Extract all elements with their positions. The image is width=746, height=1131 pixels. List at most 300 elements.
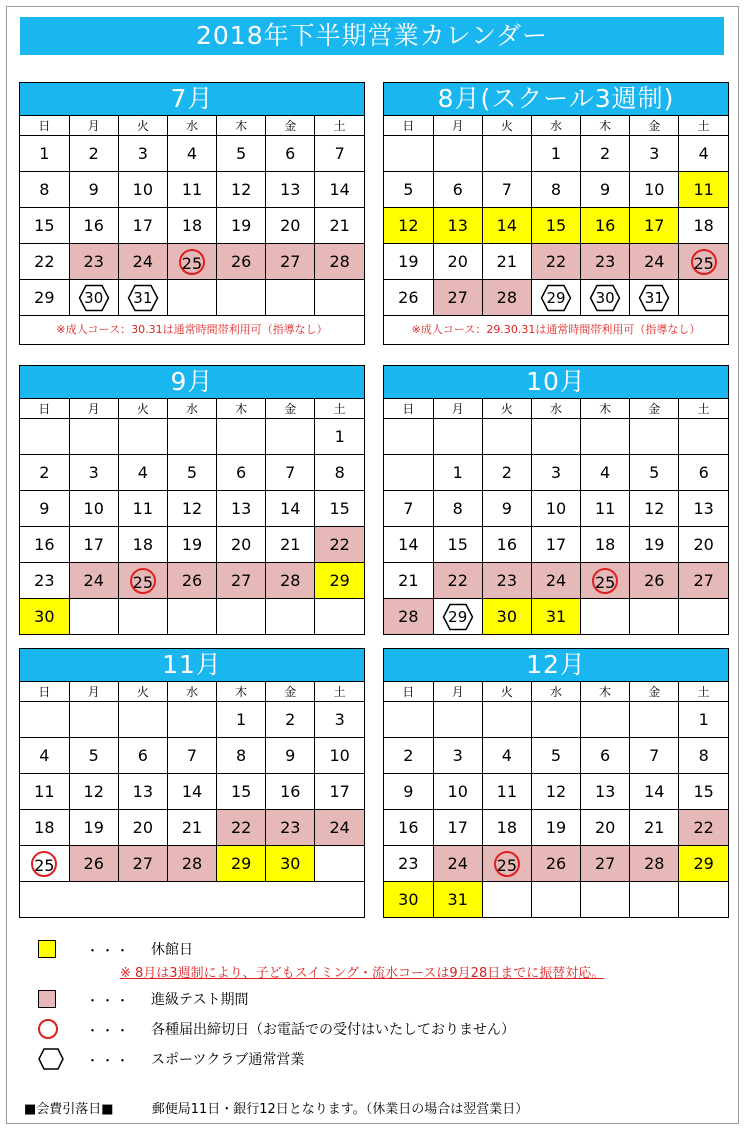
weekday-label: 月 bbox=[69, 682, 118, 702]
day-cell: 11 bbox=[167, 172, 216, 208]
day-cell: 28 bbox=[167, 846, 216, 882]
calendar-month-3 bbox=[19, 365, 365, 635]
weekday-label: 日 bbox=[384, 116, 433, 136]
day-cell: 27 bbox=[217, 563, 266, 599]
week-row bbox=[384, 527, 728, 563]
day-cell: 23 bbox=[384, 846, 433, 882]
day-number: 31 bbox=[133, 288, 153, 307]
day-cell: 24 bbox=[118, 244, 167, 280]
day-cell: 16 bbox=[384, 810, 433, 846]
day-cell: 19 bbox=[167, 527, 216, 563]
month-header: 11月 bbox=[20, 649, 364, 682]
legend-closed-note: ※ 8月は3週制により、子どもスイミング・流水コースは9月28日までに振替対応。 bbox=[120, 966, 605, 981]
legend-hexagon-icon bbox=[38, 1048, 64, 1070]
day-cell: 20 bbox=[433, 244, 482, 280]
day-cell: 16 bbox=[69, 208, 118, 244]
day-cell: 24 bbox=[531, 563, 580, 599]
day-cell: 24 bbox=[69, 563, 118, 599]
weekday-label: 土 bbox=[679, 116, 728, 136]
week-row bbox=[384, 244, 728, 280]
month-grid bbox=[384, 399, 728, 634]
day-cell: 29 bbox=[20, 280, 69, 316]
legend-dots: ・・・ bbox=[86, 1053, 132, 1069]
calendar-month-4 bbox=[383, 365, 729, 635]
empty-cell bbox=[315, 280, 364, 316]
legend-dots: ・・・ bbox=[86, 1023, 132, 1039]
day-cell: 27 bbox=[433, 280, 482, 316]
day-cell: 14 bbox=[167, 774, 216, 810]
day-cell: 28 bbox=[315, 244, 364, 280]
empty-cell bbox=[630, 599, 679, 635]
legend-deadline-label: 各種届出締切日（お電話での受付はいたしておりません） bbox=[151, 1022, 516, 1038]
legend-closed-label: 休館日 bbox=[151, 942, 194, 958]
day-cell: 26 bbox=[630, 563, 679, 599]
weekday-label: 土 bbox=[315, 116, 364, 136]
weekday-row bbox=[384, 116, 728, 136]
day-cell: 17 bbox=[433, 810, 482, 846]
empty-cell bbox=[679, 419, 728, 455]
day-cell: 10 bbox=[69, 491, 118, 527]
day-cell: 22 bbox=[315, 527, 364, 563]
day-cell: 15 bbox=[315, 491, 364, 527]
day-cell: 17 bbox=[531, 527, 580, 563]
day-cell: 17 bbox=[118, 208, 167, 244]
day-cell: 6 bbox=[118, 738, 167, 774]
day-cell: 30 bbox=[384, 882, 433, 918]
legend-dots: ・・・ bbox=[86, 943, 132, 959]
day-cell: 17 bbox=[630, 208, 679, 244]
day-cell: 8 bbox=[531, 172, 580, 208]
day-cell bbox=[118, 280, 167, 316]
weekday-label: 金 bbox=[630, 116, 679, 136]
empty-cell bbox=[217, 280, 266, 316]
day-cell: 16 bbox=[581, 208, 630, 244]
day-cell: 29 bbox=[679, 846, 728, 882]
day-cell: 12 bbox=[630, 491, 679, 527]
day-cell: 7 bbox=[384, 491, 433, 527]
week-row bbox=[20, 563, 364, 599]
day-cell: 14 bbox=[384, 527, 433, 563]
day-cell: 11 bbox=[20, 774, 69, 810]
day-cell: 26 bbox=[531, 846, 580, 882]
empty-cell bbox=[217, 419, 266, 455]
weekday-label: 木 bbox=[217, 399, 266, 419]
day-cell: 4 bbox=[482, 738, 531, 774]
day-cell: 3 bbox=[630, 136, 679, 172]
day-cell: 12 bbox=[384, 208, 433, 244]
weekday-row bbox=[384, 682, 728, 702]
day-cell: 12 bbox=[167, 491, 216, 527]
day-cell: 13 bbox=[266, 172, 315, 208]
day-cell: 27 bbox=[581, 846, 630, 882]
day-cell: 2 bbox=[581, 136, 630, 172]
week-row bbox=[20, 599, 364, 635]
weekday-row bbox=[20, 399, 364, 419]
day-cell bbox=[69, 280, 118, 316]
weekday-label: 日 bbox=[20, 116, 69, 136]
day-cell bbox=[433, 599, 482, 635]
day-cell: 21 bbox=[315, 208, 364, 244]
weekday-label: 月 bbox=[69, 116, 118, 136]
day-cell: 2 bbox=[266, 702, 315, 738]
day-cell bbox=[581, 280, 630, 316]
day-cell bbox=[482, 846, 531, 882]
day-cell bbox=[118, 563, 167, 599]
legend-club-label: スポーツクラブ通常営業 bbox=[151, 1052, 305, 1068]
day-cell: 8 bbox=[679, 738, 728, 774]
day-cell: 6 bbox=[266, 136, 315, 172]
week-row bbox=[20, 280, 364, 316]
week-row bbox=[384, 280, 728, 316]
weekday-label: 土 bbox=[315, 399, 364, 419]
day-cell: 9 bbox=[384, 774, 433, 810]
day-cell: 18 bbox=[581, 527, 630, 563]
empty-cell bbox=[266, 280, 315, 316]
legend-pink-square bbox=[38, 990, 56, 1008]
day-cell: 31 bbox=[433, 882, 482, 918]
weekday-label: 火 bbox=[118, 399, 167, 419]
day-cell: 23 bbox=[581, 244, 630, 280]
day-number: 29 bbox=[448, 607, 468, 626]
weekday-label: 木 bbox=[581, 682, 630, 702]
day-cell: 20 bbox=[679, 527, 728, 563]
day-cell: 29 bbox=[315, 563, 364, 599]
day-cell: 6 bbox=[581, 738, 630, 774]
week-row bbox=[20, 455, 364, 491]
empty-cell bbox=[384, 136, 433, 172]
blank-row bbox=[20, 881, 364, 917]
week-row bbox=[384, 563, 728, 599]
empty-cell bbox=[531, 419, 580, 455]
weekday-label: 水 bbox=[531, 682, 580, 702]
legend-club bbox=[38, 1048, 304, 1070]
day-cell: 22 bbox=[531, 244, 580, 280]
day-number: 30 bbox=[595, 288, 615, 307]
empty-cell bbox=[630, 419, 679, 455]
week-row bbox=[20, 244, 364, 280]
day-cell: 15 bbox=[433, 527, 482, 563]
week-row bbox=[20, 846, 364, 882]
legend-test-label: 進級テスト期間 bbox=[151, 992, 249, 1008]
week-row bbox=[384, 172, 728, 208]
empty-cell bbox=[20, 702, 69, 738]
day-cell: 28 bbox=[482, 280, 531, 316]
day-cell: 9 bbox=[581, 172, 630, 208]
day-cell: 17 bbox=[69, 527, 118, 563]
day-cell: 11 bbox=[581, 491, 630, 527]
day-cell: 13 bbox=[679, 491, 728, 527]
week-row bbox=[384, 882, 728, 918]
footer bbox=[24, 1098, 528, 1117]
day-cell: 11 bbox=[482, 774, 531, 810]
day-cell: 18 bbox=[482, 810, 531, 846]
weekday-label: 日 bbox=[20, 399, 69, 419]
week-row bbox=[384, 419, 728, 455]
page-title: 2018年下半期営業カレンダー bbox=[20, 17, 724, 55]
day-cell: 18 bbox=[679, 208, 728, 244]
day-cell: 16 bbox=[20, 527, 69, 563]
day-cell: 9 bbox=[266, 738, 315, 774]
day-cell: 14 bbox=[266, 491, 315, 527]
day-cell: 18 bbox=[20, 810, 69, 846]
day-cell: 4 bbox=[581, 455, 630, 491]
day-cell: 13 bbox=[433, 208, 482, 244]
day-cell: 27 bbox=[118, 846, 167, 882]
week-row bbox=[384, 738, 728, 774]
day-cell: 4 bbox=[167, 136, 216, 172]
weekday-label: 火 bbox=[482, 682, 531, 702]
empty-cell bbox=[69, 702, 118, 738]
weekday-label: 木 bbox=[581, 399, 630, 419]
day-cell: 15 bbox=[531, 208, 580, 244]
day-cell: 13 bbox=[118, 774, 167, 810]
empty-cell bbox=[167, 280, 216, 316]
weekday-row bbox=[20, 116, 364, 136]
day-cell: 28 bbox=[384, 599, 433, 635]
empty-cell bbox=[315, 599, 364, 635]
day-cell: 28 bbox=[630, 846, 679, 882]
month-grid bbox=[384, 682, 728, 917]
weekday-label: 金 bbox=[266, 399, 315, 419]
empty-cell bbox=[217, 599, 266, 635]
month-grid bbox=[20, 682, 364, 881]
day-cell: 13 bbox=[581, 774, 630, 810]
weekday-label: 月 bbox=[433, 116, 482, 136]
day-cell: 30 bbox=[266, 846, 315, 882]
deadline-circle-day: 25 bbox=[494, 851, 520, 877]
day-cell: 3 bbox=[315, 702, 364, 738]
day-cell: 16 bbox=[266, 774, 315, 810]
empty-cell bbox=[384, 455, 433, 491]
weekday-label: 水 bbox=[167, 116, 216, 136]
day-cell: 20 bbox=[118, 810, 167, 846]
day-cell: 15 bbox=[679, 774, 728, 810]
week-row bbox=[20, 738, 364, 774]
week-row bbox=[384, 846, 728, 882]
day-cell: 5 bbox=[167, 455, 216, 491]
day-cell: 21 bbox=[384, 563, 433, 599]
day-cell: 12 bbox=[217, 172, 266, 208]
legend-dots: ・・・ bbox=[86, 993, 132, 1009]
day-cell: 10 bbox=[118, 172, 167, 208]
day-cell: 12 bbox=[531, 774, 580, 810]
empty-cell bbox=[266, 419, 315, 455]
day-cell: 12 bbox=[69, 774, 118, 810]
empty-cell bbox=[167, 599, 216, 635]
deadline-circle-day: 25 bbox=[691, 249, 717, 275]
empty-cell bbox=[581, 419, 630, 455]
day-cell: 15 bbox=[217, 774, 266, 810]
legend-closed bbox=[38, 938, 193, 960]
day-cell: 26 bbox=[167, 563, 216, 599]
day-cell: 4 bbox=[20, 738, 69, 774]
day-cell: 29 bbox=[217, 846, 266, 882]
day-cell: 19 bbox=[69, 810, 118, 846]
empty-cell bbox=[266, 599, 315, 635]
week-row bbox=[20, 491, 364, 527]
day-cell: 30 bbox=[482, 599, 531, 635]
day-cell: 19 bbox=[384, 244, 433, 280]
day-cell: 5 bbox=[630, 455, 679, 491]
deadline-circle-day: 25 bbox=[592, 568, 618, 594]
weekday-row bbox=[20, 682, 364, 702]
day-cell: 27 bbox=[679, 563, 728, 599]
empty-cell bbox=[167, 702, 216, 738]
weekday-label: 火 bbox=[482, 116, 531, 136]
day-cell: 1 bbox=[433, 455, 482, 491]
weekday-label: 水 bbox=[531, 116, 580, 136]
day-cell: 10 bbox=[630, 172, 679, 208]
day-cell: 3 bbox=[531, 455, 580, 491]
club-hexagon-day bbox=[540, 284, 572, 312]
weekday-label: 木 bbox=[217, 682, 266, 702]
month-grid bbox=[20, 399, 364, 634]
day-cell: 8 bbox=[20, 172, 69, 208]
day-cell: 9 bbox=[482, 491, 531, 527]
week-row bbox=[20, 136, 364, 172]
day-cell: 5 bbox=[531, 738, 580, 774]
month-header: 7月 bbox=[20, 83, 364, 116]
club-hexagon-day bbox=[589, 284, 621, 312]
day-cell: 20 bbox=[266, 208, 315, 244]
week-row bbox=[20, 172, 364, 208]
weekday-label: 水 bbox=[531, 399, 580, 419]
day-cell: 2 bbox=[20, 455, 69, 491]
day-cell: 14 bbox=[482, 208, 531, 244]
weekday-label: 水 bbox=[167, 682, 216, 702]
day-cell: 21 bbox=[266, 527, 315, 563]
legend-deadline bbox=[38, 1018, 515, 1040]
footer-text: 郵便局11日・銀行12日となります。（休業日の場合は翌営業日） bbox=[151, 1102, 529, 1117]
week-row bbox=[384, 599, 728, 635]
weekday-label: 土 bbox=[679, 682, 728, 702]
month-note: ※成人コース：29.30.31は通常時間帯利用可（指導なし） bbox=[384, 315, 728, 344]
empty-cell bbox=[118, 599, 167, 635]
empty-cell bbox=[69, 419, 118, 455]
week-row bbox=[384, 810, 728, 846]
day-number: 29 bbox=[546, 288, 566, 307]
day-cell: 6 bbox=[217, 455, 266, 491]
day-cell: 22 bbox=[433, 563, 482, 599]
empty-cell bbox=[679, 599, 728, 635]
day-cell: 8 bbox=[315, 455, 364, 491]
day-cell: 7 bbox=[482, 172, 531, 208]
empty-cell bbox=[531, 882, 580, 918]
deadline-circle-day: 25 bbox=[179, 249, 205, 275]
weekday-row bbox=[384, 399, 728, 419]
day-cell: 26 bbox=[384, 280, 433, 316]
day-cell: 10 bbox=[433, 774, 482, 810]
day-cell: 20 bbox=[217, 527, 266, 563]
empty-cell bbox=[482, 702, 531, 738]
empty-cell bbox=[531, 702, 580, 738]
day-cell: 21 bbox=[482, 244, 531, 280]
day-cell: 23 bbox=[266, 810, 315, 846]
empty-cell bbox=[69, 599, 118, 635]
calendar-month-6 bbox=[383, 648, 729, 918]
club-hexagon-day bbox=[638, 284, 670, 312]
week-row bbox=[20, 774, 364, 810]
empty-cell bbox=[315, 846, 364, 882]
club-hexagon-day bbox=[442, 603, 474, 631]
empty-cell bbox=[581, 599, 630, 635]
day-cell: 8 bbox=[433, 491, 482, 527]
week-row bbox=[20, 527, 364, 563]
calendar-month-5 bbox=[19, 648, 365, 918]
day-cell: 17 bbox=[315, 774, 364, 810]
weekday-label: 火 bbox=[118, 682, 167, 702]
day-number: 30 bbox=[84, 288, 104, 307]
day-cell: 1 bbox=[531, 136, 580, 172]
week-row bbox=[20, 810, 364, 846]
day-cell: 14 bbox=[315, 172, 364, 208]
empty-cell bbox=[384, 702, 433, 738]
day-cell: 3 bbox=[118, 136, 167, 172]
day-cell: 2 bbox=[69, 136, 118, 172]
day-cell: 11 bbox=[118, 491, 167, 527]
weekday-label: 日 bbox=[20, 682, 69, 702]
day-cell: 26 bbox=[69, 846, 118, 882]
day-cell: 5 bbox=[217, 136, 266, 172]
legend-test bbox=[38, 988, 248, 1010]
day-cell: 1 bbox=[217, 702, 266, 738]
day-cell: 18 bbox=[118, 527, 167, 563]
empty-cell bbox=[630, 702, 679, 738]
month-header: 12月 bbox=[384, 649, 728, 682]
empty-cell bbox=[433, 136, 482, 172]
day-cell: 30 bbox=[20, 599, 69, 635]
weekday-label: 月 bbox=[433, 399, 482, 419]
deadline-circle-day: 25 bbox=[130, 568, 156, 594]
weekday-label: 金 bbox=[266, 116, 315, 136]
day-cell: 19 bbox=[630, 527, 679, 563]
weekday-label: 火 bbox=[118, 116, 167, 136]
day-cell: 9 bbox=[69, 172, 118, 208]
day-cell: 7 bbox=[630, 738, 679, 774]
weekday-label: 金 bbox=[630, 682, 679, 702]
day-cell: 31 bbox=[531, 599, 580, 635]
day-cell: 8 bbox=[217, 738, 266, 774]
day-number: 31 bbox=[644, 288, 664, 307]
day-cell: 4 bbox=[679, 136, 728, 172]
day-cell: 28 bbox=[266, 563, 315, 599]
weekday-label: 土 bbox=[679, 399, 728, 419]
day-cell bbox=[167, 244, 216, 280]
empty-cell bbox=[679, 882, 728, 918]
empty-cell bbox=[118, 702, 167, 738]
day-cell: 27 bbox=[266, 244, 315, 280]
day-cell: 23 bbox=[482, 563, 531, 599]
week-row bbox=[384, 491, 728, 527]
empty-cell bbox=[630, 882, 679, 918]
day-cell: 24 bbox=[630, 244, 679, 280]
empty-cell bbox=[581, 702, 630, 738]
week-row bbox=[384, 455, 728, 491]
month-header: 10月 bbox=[384, 366, 728, 399]
weekday-label: 日 bbox=[384, 399, 433, 419]
day-cell: 10 bbox=[315, 738, 364, 774]
month-grid bbox=[20, 116, 364, 315]
day-cell: 9 bbox=[20, 491, 69, 527]
empty-cell bbox=[482, 419, 531, 455]
day-cell: 3 bbox=[69, 455, 118, 491]
day-cell: 21 bbox=[167, 810, 216, 846]
empty-cell bbox=[581, 882, 630, 918]
day-cell: 1 bbox=[20, 136, 69, 172]
day-cell: 13 bbox=[217, 491, 266, 527]
deadline-circle-day: 25 bbox=[31, 851, 57, 877]
day-cell: 22 bbox=[20, 244, 69, 280]
